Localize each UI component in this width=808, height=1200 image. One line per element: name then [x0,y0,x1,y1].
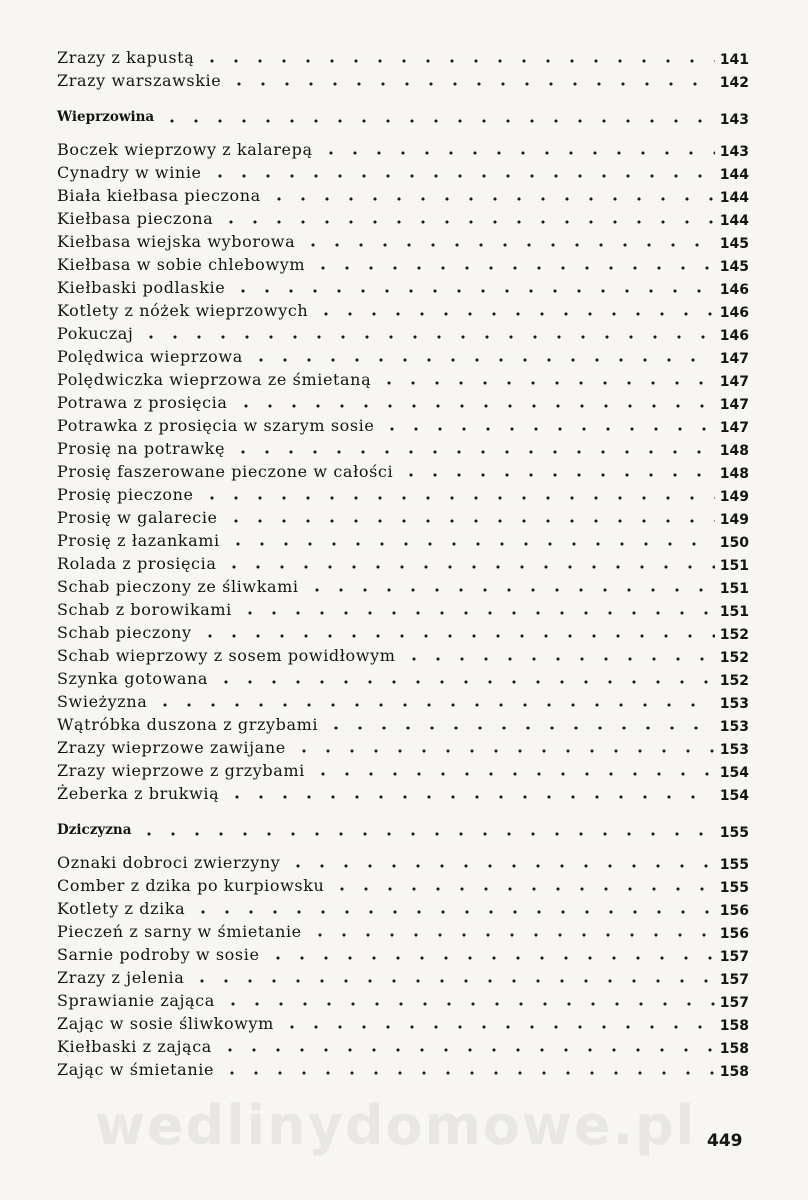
entry-page-number: 154 [719,788,749,804]
entry-page-number: 155 [719,857,749,873]
entry-page-number: 152 [719,627,749,643]
entry-title: Zrazy wieprzowe zawijane [57,738,286,757]
entry-title: Kiełbasa w sobie chlebowym [57,255,306,274]
entry-page-number: 158 [719,1018,749,1034]
toc-entry [57,161,749,184]
toc-intro-block [57,46,749,92]
dot-leader [225,786,715,800]
toc-entry [57,598,749,621]
entry-page-number: 155 [719,880,749,896]
toc-entry [57,253,749,276]
toc-entry [57,529,749,552]
toc-entry [57,368,749,391]
dot-leader [224,510,715,524]
entry-page-number: 144 [719,167,749,183]
toc-entry [57,552,749,575]
entry-page-number: 144 [719,190,749,206]
entry-title: Zrazy z jelenia [57,968,185,987]
entry-title: Prosię z łazankami [57,531,220,550]
section-heading: Dziczyzna [57,822,132,838]
entry-page-number: 156 [719,926,749,942]
entry-page-number: 158 [719,1064,749,1080]
entry-title: Potrawka z prosięcia w szarym sosie [57,416,375,435]
dot-leader [308,924,715,938]
dot-leader [234,395,715,409]
entry-title: Zając w śmietanie [57,1060,215,1079]
entry-page-number: 158 [719,1041,749,1057]
dot-leader [280,1016,715,1030]
entry-title: Schab wieprzowy z sosem powidłowym [57,646,396,665]
entry-page-number: 143 [719,144,749,160]
entry-page-number: 141 [719,52,749,68]
entry-title: Prosię na potrawkę [57,439,226,458]
toc-entry [57,460,749,483]
toc-entry [57,184,749,207]
entry-page-number: 154 [719,765,749,781]
dot-leader [305,579,715,593]
entry-title: Kiełbaski z zająca [57,1037,212,1056]
section-page-number: 143 [719,112,749,128]
dot-leader [286,855,715,869]
dot-leader [402,648,715,662]
toc-entry [57,943,749,966]
entry-title: Boczek wieprzowy z kalarepą [57,140,313,159]
dot-leader [330,878,715,892]
entry-page-number: 156 [719,903,749,919]
toc-entry [57,437,749,460]
entry-page-number: 152 [719,673,749,689]
dot-leader [226,533,715,547]
entry-title: Pokuczaj [57,324,134,343]
entry-page-number: 149 [719,489,749,505]
entry-title: Kiełbasa pieczona [57,209,214,228]
entry-title: Biała kiełbasa pieczona [57,186,261,205]
entry-page-number: 151 [719,604,749,620]
toc-section [57,819,749,1081]
entry-title: Kotlety z dzika [57,899,186,918]
entry-title: Zrazy z kapustą [57,48,195,67]
entry-title: Schab pieczony [57,623,192,642]
dot-leader [218,1039,715,1053]
toc-entry [57,782,749,805]
dot-leader [227,73,715,87]
entry-title: Prosię w galarecie [57,508,218,527]
toc-entry [57,1058,749,1081]
entry-title: Sarnie podroby w sosie [57,945,260,964]
entry-title: Prosię pieczone [57,485,194,504]
dot-leader [238,602,715,616]
entry-page-number: 150 [719,535,749,551]
dot-leader [198,625,715,639]
entry-page-number: 142 [719,75,749,91]
entry-page-number: 157 [719,995,749,1011]
entry-title: Kiełbaski podlaskie [57,278,226,297]
table-of-contents [57,46,749,1081]
dot-leader [311,763,715,777]
entry-page-number: 153 [719,719,749,735]
toc-entry [57,230,749,253]
toc-entry [57,759,749,782]
entry-title: Cynadry w winie [57,163,202,182]
dot-leader [266,947,715,961]
dot-leader [137,823,715,837]
entry-page-number: 153 [719,696,749,712]
dot-leader [377,372,715,386]
toc-entry [57,299,749,322]
toc-section-header [57,819,749,842]
toc-section [57,106,749,805]
entry-page-number: 144 [719,213,749,229]
dot-leader [200,50,715,64]
entry-title: Comber z dzika po kurpiowsku [57,876,325,895]
dot-leader [222,556,715,570]
entry-title: Potrawa z prosięcia [57,393,228,412]
entry-page-number: 149 [719,512,749,528]
dot-leader [153,694,715,708]
toc-entry [57,736,749,759]
entry-title: Wątróbka duszona z grzybami [57,715,319,734]
entry-page-number: 145 [719,236,749,252]
toc-entry [57,897,749,920]
entry-page-number: 148 [719,466,749,482]
dot-leader [220,1062,715,1076]
entry-title: Polędwiczka wieprzowa ze śmietaną [57,370,372,389]
dot-leader [160,110,715,124]
entry-page-number: 152 [719,650,749,666]
entry-title: Sprawianie zająca [57,991,215,1010]
section-heading: Wieprzowina [57,109,155,125]
toc-entry [57,989,749,1012]
toc-entry [57,69,749,92]
entry-page-number: 147 [719,397,749,413]
entry-page-number: 157 [719,972,749,988]
entry-page-number: 148 [719,443,749,459]
entry-title: Żeberka z brukwią [57,784,220,803]
dot-leader [139,326,715,340]
entry-title: Polędwica wieprzowa [57,347,243,366]
toc-entry [57,575,749,598]
dot-leader [292,740,715,754]
entry-title: Kotlety z nóżek wieprzowych [57,301,309,320]
dot-leader [231,280,715,294]
entry-page-number: 146 [719,282,749,298]
entry-page-number: 151 [719,558,749,574]
entry-title: Swieżyzna [57,692,148,711]
entry-title: Zrazy wieprzowe z grzybami [57,761,305,780]
toc-entry [57,1035,749,1058]
dot-leader [380,418,715,432]
entry-page-number: 147 [719,351,749,367]
entry-title: Oznaki dobroci zwierzyny [57,853,281,872]
toc-entry [57,46,749,69]
dot-leader [190,970,715,984]
entry-page-number: 151 [719,581,749,597]
toc-entry [57,966,749,989]
dot-leader [249,349,715,363]
toc-entry [57,851,749,874]
toc-entry [57,414,749,437]
entry-page-number: 153 [719,742,749,758]
dot-leader [219,211,715,225]
dot-leader [214,671,715,685]
entry-title: Rolada z prosięcia [57,554,217,573]
toc-entry [57,138,749,161]
toc-entry [57,690,749,713]
dot-leader [231,441,715,455]
toc-entry [57,345,749,368]
toc-entry [57,322,749,345]
toc-section-header [57,106,749,129]
toc-entry [57,920,749,943]
toc-entry [57,506,749,529]
entry-title: Zając w sosie śliwkowym [57,1014,274,1033]
entry-page-number: 146 [719,305,749,321]
dot-leader [311,257,715,271]
dot-leader [221,993,715,1007]
toc-entry [57,391,749,414]
entry-page-number: 157 [719,949,749,965]
page-number: 449 [707,1131,743,1151]
dot-leader [324,717,715,731]
section-page-number: 155 [719,825,749,841]
entry-title: Kiełbasa wiejska wyborowa [57,232,296,251]
toc-entry [57,276,749,299]
toc-entry [57,207,749,230]
entry-page-number: 147 [719,420,749,436]
entry-page-number: 145 [719,259,749,275]
toc-entry [57,621,749,644]
dot-leader [319,142,715,156]
entry-title: Prosię faszerowane pieczone w całości [57,462,394,481]
watermark-text: wedlinydomowe.pl [95,1094,697,1157]
dot-leader [200,487,715,501]
entry-title: Schab z borowikami [57,600,232,619]
dot-leader [301,234,715,248]
toc-entry [57,644,749,667]
dot-leader [399,464,715,478]
entry-page-number: 147 [719,374,749,390]
dot-leader [191,901,715,915]
toc-entry [57,667,749,690]
entry-title: Zrazy warszawskie [57,71,222,90]
toc-entry [57,1012,749,1035]
entry-page-number: 146 [719,328,749,344]
toc-entry [57,483,749,506]
entry-title: Szynka gotowana [57,669,209,688]
entry-title: Pieczeń z sarny w śmietanie [57,922,302,941]
dot-leader [267,188,715,202]
toc-entry [57,713,749,736]
toc-entry [57,874,749,897]
dot-leader [314,303,715,317]
dot-leader [208,165,715,179]
entry-title: Schab pieczony ze śliwkami [57,577,299,596]
